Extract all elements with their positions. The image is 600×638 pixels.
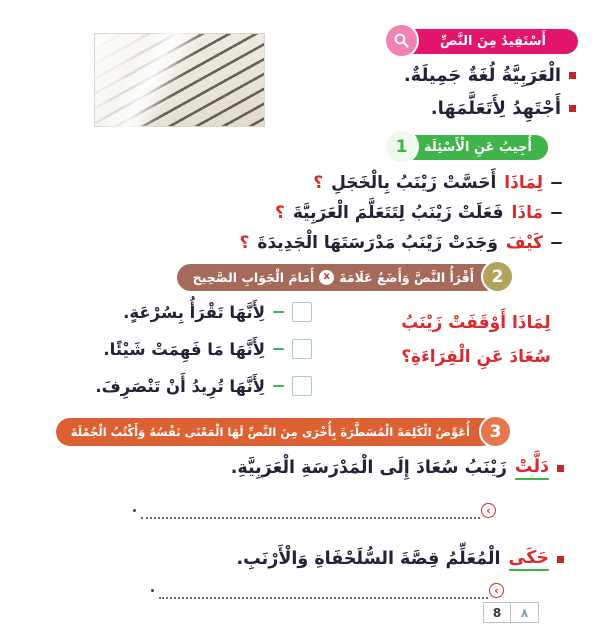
question-text: وَجَدَتْ زَيْنَبُ مَدْرَسَتَهَا الْجَدِيدَةَ bbox=[257, 233, 498, 253]
question-word: مَاذَا bbox=[511, 203, 543, 223]
banner-label-after-x: أَمَامَ الْجَوَابِ الصَّحِيح bbox=[192, 269, 315, 285]
underlined-word: حَكَى bbox=[509, 548, 550, 571]
question-item bbox=[240, 168, 562, 198]
x-mark-icon: x bbox=[319, 270, 334, 285]
section-number-badge: 2 bbox=[481, 260, 514, 293]
square-bullet-icon bbox=[569, 105, 576, 112]
answer-option-row bbox=[95, 373, 312, 399]
magnifier-icon bbox=[386, 25, 417, 56]
answer-write-line[interactable] bbox=[141, 501, 491, 519]
banner-replace-word-label: أُعَوِّضُ الْكَلِمَةَ الْمُسَطَّرَةَ بِأُخْرَى مِنَ النَّصِّ لَهَا الْمَعْنَى نَفْسُهُ وَأَكْتُبُ الْجُمْلَةَ bbox=[56, 418, 496, 446]
answer-option-label: لِأَنَّهَا تَقْرَأُ بِسُرْعَةٍ. bbox=[123, 302, 265, 322]
underlined-word: دَلَّتْ bbox=[515, 457, 549, 480]
mark-answer-question bbox=[382, 306, 570, 374]
circle-chevron-icon: ‹ bbox=[481, 503, 496, 518]
question-mark: ؟ bbox=[239, 233, 250, 253]
question-item bbox=[240, 198, 562, 228]
dash-icon bbox=[273, 385, 284, 388]
question-mark: ؟ bbox=[274, 203, 285, 223]
page-number-arabic: ٨ bbox=[511, 602, 539, 623]
answer-checkbox[interactable] bbox=[292, 376, 312, 396]
answer-option-label: لِأَنَّهَا تُرِيدُ أَنْ تَنْصَرِفَ. bbox=[95, 376, 265, 396]
banner-label-before-x: أَقْرَأُ النَّصَّ وَأَضَعُ عَلَامَةَ bbox=[339, 269, 474, 285]
book-photo bbox=[94, 33, 265, 127]
question-list bbox=[240, 168, 562, 258]
replace-sentence-1 bbox=[231, 453, 564, 483]
banner-questions-label: أُجِيبُ عَنِ الْأَسْئِلَة bbox=[402, 135, 548, 160]
dash-icon bbox=[551, 242, 562, 245]
question-word: كَيْفَ bbox=[505, 233, 543, 253]
answer-write-line[interactable] bbox=[159, 581, 499, 599]
section-banner-mark-answer bbox=[177, 263, 514, 291]
dash-icon bbox=[273, 311, 284, 314]
section-number-badge: 3 bbox=[479, 415, 512, 448]
sentence-text: زَيْنَبُ سُعَادَ إِلَى الْمَدْرَسَةِ الْعَرَبِيَّةِ. bbox=[230, 458, 507, 478]
mark-answer-question-line1: لِمَاذَا أَوْقَفَتْ زَيْنَبُ bbox=[401, 313, 551, 333]
question-text: أَحَسَّتْ زَيْنَبُ بِالْخَجَلِ bbox=[331, 173, 497, 193]
square-bullet-icon bbox=[557, 556, 564, 563]
section-banner-benefit bbox=[386, 28, 578, 54]
answer-option-row bbox=[95, 299, 312, 325]
section-banner-replace-word bbox=[56, 418, 512, 446]
answer-options bbox=[95, 299, 312, 410]
dash-icon bbox=[273, 348, 284, 351]
sentence-text: الْمُعَلِّمُ قِصَّةَ السُّلَحْفَاةِ وَالْأَرْنَبِ. bbox=[236, 549, 501, 569]
section-banner-questions bbox=[386, 134, 548, 160]
question-item bbox=[240, 228, 562, 258]
dash-icon bbox=[551, 212, 562, 215]
book-photo-page-edge bbox=[74, 3, 214, 163]
banner-mark-answer-label bbox=[177, 264, 498, 291]
answer-checkbox[interactable] bbox=[292, 302, 312, 322]
line-end-dot bbox=[133, 509, 136, 512]
benefit-sentence-text: الْعَرَبِيَّةُ لُغَةٌ جَمِيلَةٌ. bbox=[403, 65, 561, 86]
dash-icon bbox=[551, 182, 562, 185]
question-mark: ؟ bbox=[313, 173, 324, 193]
benefit-sentences bbox=[404, 59, 576, 125]
answer-checkbox[interactable] bbox=[292, 339, 312, 359]
replace-sentence-2 bbox=[237, 544, 565, 574]
question-word: لِمَاذَا bbox=[504, 173, 543, 193]
banner-benefit-label: أَسْتَفِيدُ مِنَ النَّصِّ bbox=[402, 29, 578, 54]
square-bullet-icon bbox=[569, 72, 576, 79]
question-text: فَعَلَتْ زَيْنَبُ لِتَتَعَلَّمَ الْعَرَبِيَّةَ bbox=[292, 203, 504, 223]
circle-chevron-icon: ‹ bbox=[489, 583, 504, 598]
benefit-sentence bbox=[404, 92, 576, 125]
mark-answer-question-line2: سُعَادَ عَنِ الْقِرَاءَةِ؟ bbox=[401, 347, 551, 367]
square-bullet-icon bbox=[557, 465, 564, 472]
benefit-sentence-text: أَجْتَهِدُ لِأَتَعَلَّمَهَا. bbox=[430, 98, 561, 119]
answer-option-row bbox=[95, 336, 312, 362]
page-number-box bbox=[483, 602, 539, 623]
benefit-sentence bbox=[404, 59, 576, 92]
page-number-latin: 8 bbox=[483, 602, 511, 623]
section-number-badge: 1 bbox=[386, 131, 417, 162]
line-end-dot bbox=[151, 589, 154, 592]
answer-option-label: لِأَنَّهَا مَا فَهِمَتْ شَيْئًا. bbox=[103, 339, 265, 359]
